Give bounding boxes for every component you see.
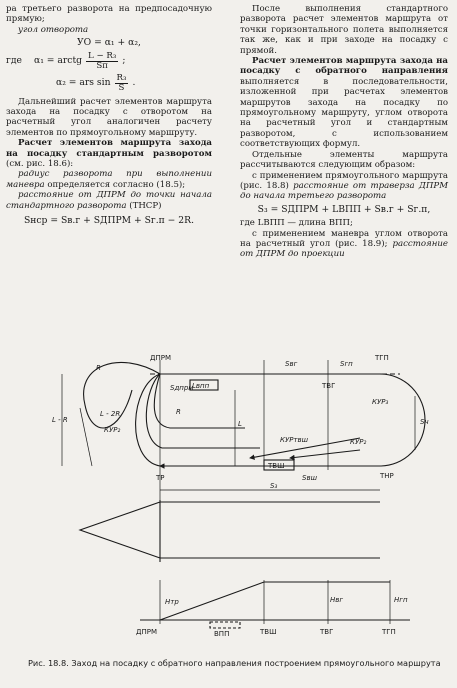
label-tnr: ТНР [380, 472, 394, 480]
left-paragraph-3: Дальнейший расчет элементов маршрута захода на посадку с отворотом на расчетный угол аналогичен расчету элементов по прямоугольному маршруту. [6, 96, 212, 138]
right-paragraph-6 [240, 229, 448, 260]
label-s-vsh: Sвш [302, 474, 317, 482]
label-h-vg: Hвг [330, 596, 344, 604]
right-paragraph-1: После выполнения стандартного разворота расчет элементов маршрута от точки горизонтального полета выполняется так же, как и при заходе на посадку с прямой. [240, 4, 448, 56]
label-s3: S₃ [270, 482, 278, 490]
formula-alpha1-numerator: L − R₃ [88, 50, 117, 61]
left-paragraph-5-rest: определяется согласно (18.5); [44, 179, 186, 190]
label-tvg-bottom: ТВГ [320, 628, 334, 636]
descent-profile [160, 582, 390, 620]
right-column [240, 4, 448, 260]
right-paragraph-5: где LВПП — длина ВПП; [240, 218, 353, 229]
label-kur-top: КУР₃ [372, 398, 389, 406]
right-paragraph-4-italic: расстояние от траверза ДПРМ до начала третьего разворота [240, 180, 448, 202]
label-s-vg: Sвг [285, 360, 298, 368]
left-paragraph-6 [6, 190, 212, 211]
right-paragraph-6-text: с применением маневра углом отворота на расчетный угол (рис. 18.9); [240, 228, 448, 249]
label-l-vpp: Lвпп [192, 382, 210, 390]
right-paragraph-3: Отдельные элементы маршрута рассчитываются следующим образом: [240, 149, 448, 171]
formula-alpha2-numerator: R₃ [116, 72, 127, 83]
formula-alpha1-denominator: Sп [96, 60, 108, 71]
label-vpp-bottom: ВПП [214, 630, 230, 638]
formula-alpha2-fraction [115, 74, 129, 93]
left-paragraph-1: ра третьего разворота на предпосадочную прямую; [6, 4, 212, 25]
label-kur-right: КУР₂ [350, 438, 367, 446]
plan-view [62, 360, 425, 562]
label-kur-left: КУР₂ [104, 426, 121, 434]
formula-alpha1-fraction [86, 52, 118, 71]
formula-alpha2-lhs: α₂ = ars sin [56, 76, 111, 88]
label-tvg-top: ТВГ [322, 382, 336, 390]
label-tgp-bottom: ТГП [382, 628, 396, 636]
right-paragraph-4 [240, 171, 448, 202]
label-l-mid: L [238, 420, 242, 428]
label-s-ch: Sч [420, 418, 429, 426]
formula-snsr: Sнср = Sв.г + SДПРМ + Sг.п − 2R. [23, 215, 194, 227]
label-dprm-bottom: ДПРМ [136, 628, 157, 636]
left-paragraph-5-italic: радиус разворота при выполнении маневра [6, 169, 212, 190]
projection-lines [80, 500, 380, 562]
formula-alpha1-separator: ; [122, 54, 126, 66]
label-s-gp: Sгп [340, 360, 353, 368]
label-h-tr: Hтр [165, 598, 179, 606]
left-paragraph-4 [6, 138, 212, 169]
label-r-top: R [96, 364, 101, 372]
label-l-minus-r: L - R [52, 416, 68, 424]
label-l-minus-2r: L - 2R [100, 410, 121, 418]
label-h-gp: Hгп [394, 596, 408, 604]
right-paragraph-2-rest: выполняется в последовательности, изложенной при расчетах элементов маршрутов захода на посадку по прямоугольному маршруту, углом отворота на расчетный угол и стандартным разворотом, с использованием соответствующих формул. [240, 76, 448, 150]
formula-alpha2 [6, 74, 212, 93]
left-paragraph-4-heading: Расчет элементов маршрута захода на посадку стандартным разворотом [6, 138, 212, 159]
left-column [6, 4, 212, 230]
label-tvsh-bottom: ТВШ [260, 628, 277, 636]
formula-alpha1 [6, 52, 212, 71]
approach-diagram [0, 330, 457, 640]
right-paragraph-2 [240, 56, 448, 150]
left-loop [84, 362, 160, 427]
figure-caption: Рис. 18.8. Заход на посадку с обратного направления построением прямоугольного маршрута [28, 658, 441, 668]
label-dprm-top: ДПРМ [150, 354, 171, 362]
right-paragraph-2-heading: Расчет элементов маршрута захода на посадку с обратного направления [240, 56, 448, 77]
approach-line-kur [290, 450, 360, 458]
right-paragraph-6-italic: расстояние от ДПРМ до проекции [240, 238, 449, 260]
left-paragraph-6-rest: (ТНСР) [126, 200, 162, 211]
label-kur-tvsh: КУРтвш [280, 436, 309, 444]
formula-alpha1-prefix: где [6, 54, 22, 66]
formula-alpha2-denominator: S [118, 82, 125, 93]
left-paragraph-6-italic: расстояние от ДПРМ до точки начала стандартного разворота [6, 190, 212, 211]
profile-view [140, 580, 410, 628]
label-tgp-top: ТГП [375, 354, 389, 362]
left-paragraph-5 [6, 169, 212, 190]
label-tr: ТР [156, 474, 165, 482]
label-s-dprm: Sдпрм [170, 384, 194, 392]
label-r-mid: R [176, 408, 181, 416]
label-tvsh-mid: ТВШ [268, 462, 285, 470]
formula-s3: S₃ = SДПРМ + LВПП + Sв.г + Sг.п, [257, 203, 431, 215]
left-paragraph-4-rest: (см. рис. 18.6): [6, 159, 74, 170]
right-paragraph-4-text: с применением прямоугольного маршрута (рис. 18.8) [240, 170, 448, 191]
formula-alpha1-lhs: α₁ = arctg [34, 54, 83, 66]
formula-uo: УО = α₁ + α₂, [77, 37, 141, 49]
left-paragraph-2: угол отворота [18, 24, 89, 35]
formula-alpha2-separator: . [132, 76, 136, 88]
